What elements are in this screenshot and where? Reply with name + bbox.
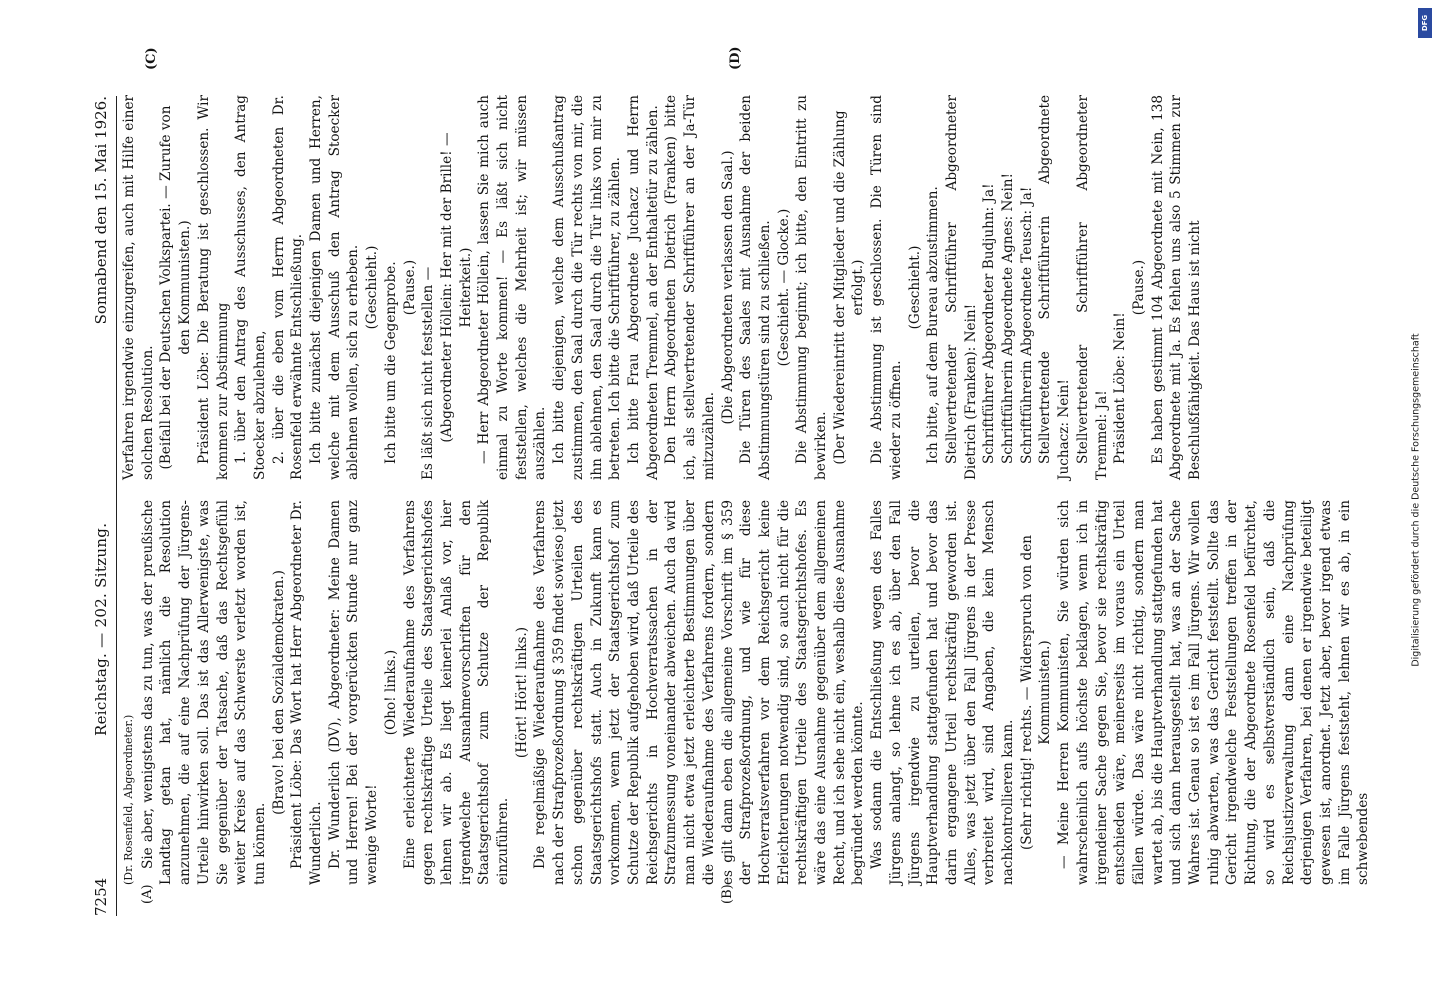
paragraph: Sie aber, wenigstens das zu tun, was der preußische Landtag getan hat, nämlich die Resolution anzunehmen, die auf eine Nachprüfung der Jürgens-Urteile hinwirken soll. Das ist das Allerwenigste, was Sie gegenüber der Tatsache, daß das Rechtsgefühl weiter Kreise auf das Schwerste verletzt worden ist, tun können.	[139, 500, 268, 885]
interjection: (Der Wiedereintritt der Mitglieder und die Zählung erfolgt.)	[831, 110, 867, 465]
interjection: (Sehr richtig! rechts. — Widerspruch von den Kommunisten.)	[1018, 534, 1054, 851]
paragraph: Präsident Löbe: Das Wort hat Herr Abgeordneter Dr. Wunderlich.	[289, 500, 325, 885]
vote-line: Schriftführerin Abgeordnete Agnes: Nein!	[1000, 172, 1017, 464]
session-date: Sonnabend den 15. Mai 1926.	[92, 96, 110, 325]
list-item: 1. über den Antrag des Ausschusses, den Antrag Stoecker abzulehnen,	[233, 95, 268, 480]
paragraph: Die Abstimmung beginnt; ich bitte, den Eintritt zu bewirken.	[794, 95, 830, 480]
interjection: (Bravo! bei den Sozialdemokraten.)	[270, 570, 287, 815]
vote-line: Stellvertretender Schriftführer Abgeordneter Tremmel: Ja!	[1074, 95, 1110, 480]
paragraph: Es haben gestimmt 104 Abgeordnete mit Nein, 138 Abgeordnete mit Ja. Es fehlen uns also 5 Stimmen zur Beschlußfähigkeit. Das Haus ist nicht	[1149, 95, 1204, 480]
interjection: (Beifall bei der Deutschen Volkspartei. — Zurufe von den Kommunisten.)	[158, 105, 194, 470]
paragraph: — Meine Herren Kommunisten, Sie würden sich wahrscheinlich aufs höchste beklagen, wenn ich in irgendeiner Sache gegen Sie, bevor sie rechtskräftig entschieden wäre, meinerseits im voraus ein Urteil fällen würde. Das wäre nicht richtig, sondern man wartet ab, bis die Hauptverhandlung stattgefunden hat und sich dann herausgestellt hat, was an der Sache Wahres ist. Genau so ist es im Fall Jürgens. Wir wollen ruhig abwarten, was das Gericht feststellt. Sollte das Gericht irgendwelche Feststellungen treffen in der Richtung, die der Abgeordnete Rosenfeld befürchtet, so wird es selbstverständlich sein, daß die Reichsjustizverwaltung dann eine Nachprüfung derjenigen Verfahren, bei denen er irgendwie beteiligt gewesen ist, anordnet. Jetzt aber, bevor irgend etwas im Falle Jürgens feststeht, lehnen wir es ab, in ein schwebendes	[1056, 500, 1372, 885]
paragraph: Ich bitte Frau Abgeordnete Juchacz und Herrn Abgeordneten Tremmel, an der Enthaltetür zu zählen.	[625, 95, 661, 480]
vote-line: Stellvertretende Schriftführerin Abgeordnete Juchacz: Nein!	[1037, 95, 1073, 480]
paragraph: Eine erleichterte Wiederaufnahme des Verfahrens gegen rechtskräftige Urteile des Staatsgerichtshofes lehnen wir ab. Es liegt keinerlei Anlaß vor, hier irgendwelche Ausnahmevorschriften für den Staatsgerichtshof zum Schutze der Republik einzuführen.	[401, 500, 512, 885]
paragraph: Ich bitte um die Gegenprobe.	[382, 261, 399, 464]
speaker-continuation: (Dr. Rosenfeld, Abgeordneter.)	[122, 714, 135, 885]
margin-mark-d: (D)	[728, 46, 743, 70]
right-text-column	[120, 95, 1204, 480]
vote-line: Stellvertretender Schriftführer Abgeordneter Dietrich (Franken): Nein!	[943, 95, 979, 480]
credit-text: Digitalisierung gefördert durch die Deutsche Forschungsgemeinschaft	[1410, 333, 1422, 667]
dfg-logo-text: DFG	[1421, 14, 1429, 32]
paragraph: — Herr Abgeordneter Höllein, lassen Sie mich auch einmal zu Worte kommen! — Es läßt sich nicht feststellen, welches die Mehrheit ist; wir müssen auszählen.	[476, 95, 549, 480]
session-title: Reichstag. — 202. Sitzung.	[92, 522, 110, 736]
margin-mark-c: (C)	[144, 47, 159, 70]
paragraph: Die regelmäßige Wiederaufnahme des Verfahrens nach der Strafprozeßordnung § 359 findet sowieso jetzt schon gegenüber rechtskräftigen Urteilen des Staatsgerichtshofs statt. Auch in Zukunft kann es vorkommen, wenn jetzt der Staatsgerichtshof zum Schutze der Republik aufgehoben wird, daß Urteile des Reichsgerichts in Hochverratssachen in der Strafzumessung voneinander abweichen. Auch da wird man nicht etwa jetzt erleichterte Bestimmungen über die Wiederaufnahme des Verfahrens fordern, sondern es gilt dann eben die allgemeine Vorschrift im § 359 der Strafprozeßordnung, und wie für diese Hochverratsverfahren vor dem Reichsgericht keine Erleichterungen notwendig sind, so auch nicht für die rechtskräftigen Urteile des Staatsgerichtshofes. Es wäre das eine Ausnahme gegenüber dem allgemeinen Recht, und ich sehe nicht ein, weshalb diese Ausnahme begründet werden könnte.	[532, 500, 867, 885]
vote-line: Schriftführer Abgeordneter Budjuhn: Ja!	[981, 183, 998, 464]
paragraph: Den Herrn Abgeordneten Dietrich (Franken) bitte ich, als stellvertretender Schriftführer an der Ja-Tür mitzuzählen.	[663, 95, 717, 480]
paragraph: Es läßt sich nicht feststellen —	[420, 266, 437, 480]
interjection: (Oho! links.)	[382, 649, 399, 736]
interjection: (Pause.)	[401, 259, 418, 316]
paragraph: Ich bitte zunächst diejenigen Damen und Herren, welche mit dem Ausschuß den Antrag Stoecker ablehnen wollen, sich zu erheben.	[308, 95, 362, 480]
margin-mark-a: (A)	[140, 884, 155, 904]
interjection: (Geschieht.)	[906, 245, 923, 330]
paragraph: Präsident Löbe: Die Beratung ist geschlossen. Wir kommen zur Abstimmung	[195, 95, 231, 480]
left-text-column	[120, 500, 1372, 885]
vote-line: Präsident Löbe: Nein!	[1112, 312, 1129, 464]
interjection: (Geschieht.)	[364, 245, 381, 330]
digitization-credit	[1398, 0, 1434, 1000]
interjection: (Abgeordneter Höllein: Her mit der Brille! — Heiterkeit.)	[438, 132, 474, 443]
interjection: (Die Abgeordneten verlassen den Saal.)	[719, 150, 736, 425]
paragraph: Was sodann die Entschließung wegen des Falles Jürgens anlangt, so lehne ich es ab, über den Fall Jürgens irgendwie zu urteilen, bevor die Hauptverhandlung stattgefunden hat und bevor das darin ergangene Urteil rechtskräftig geworden ist. Alles, was jetzt über den Fall Jürgens in der Presse verbreitet wird, sind Angaben, die kein Mensch nachkontrollieren kann.	[869, 500, 1017, 885]
paragraph: Dr. Wunderlich (DV), Abgeordneter: Meine Damen und Herren! Bei der vorgerückten Stunde nur ganz wenige Worte!	[326, 500, 381, 885]
page-header	[90, 96, 114, 916]
interjection: (Pause.)	[1130, 259, 1147, 316]
paragraph: Ich bitte diejenigen, welche dem Ausschußantrag zustimmen, den Saal durch die Tür rechts von mir, die ihn ablehnen, den Saal durch die Tür links von mir zu betreten. Ich bitte die Schriftführer, zu zählen.	[551, 95, 624, 480]
paragraph: Die Abstimmung ist geschlossen. Die Türen sind wieder zu öffnen.	[869, 95, 904, 480]
margin-mark-b: (B)	[720, 884, 735, 904]
header-rule	[116, 96, 117, 916]
interjection: (Geschieht. — Glocke.)	[775, 208, 792, 367]
dfg-logo	[1418, 8, 1432, 38]
paragraph: Die Türen des Saales mit Ausnahme der beiden Abstimmungstüren sind zu schließen.	[738, 95, 773, 480]
page-number: 7254	[92, 877, 110, 916]
interjection: (Hört! Hört! links.)	[513, 626, 530, 759]
vote-line: Schriftführerin Abgeordnete Teusch: Ja!	[1018, 186, 1035, 464]
list-item: 2. über die eben vom Herrn Abgeordneten Dr. Rosenfeld erwähnte Entschließung.	[270, 95, 306, 480]
paragraph: Ich bitte, auf dem Bureau abzustimmen.	[925, 186, 942, 464]
paragraph: Verfahren irgendwie einzugreifen, auch mit Hilfe einer solchen Resolution.	[121, 95, 156, 480]
